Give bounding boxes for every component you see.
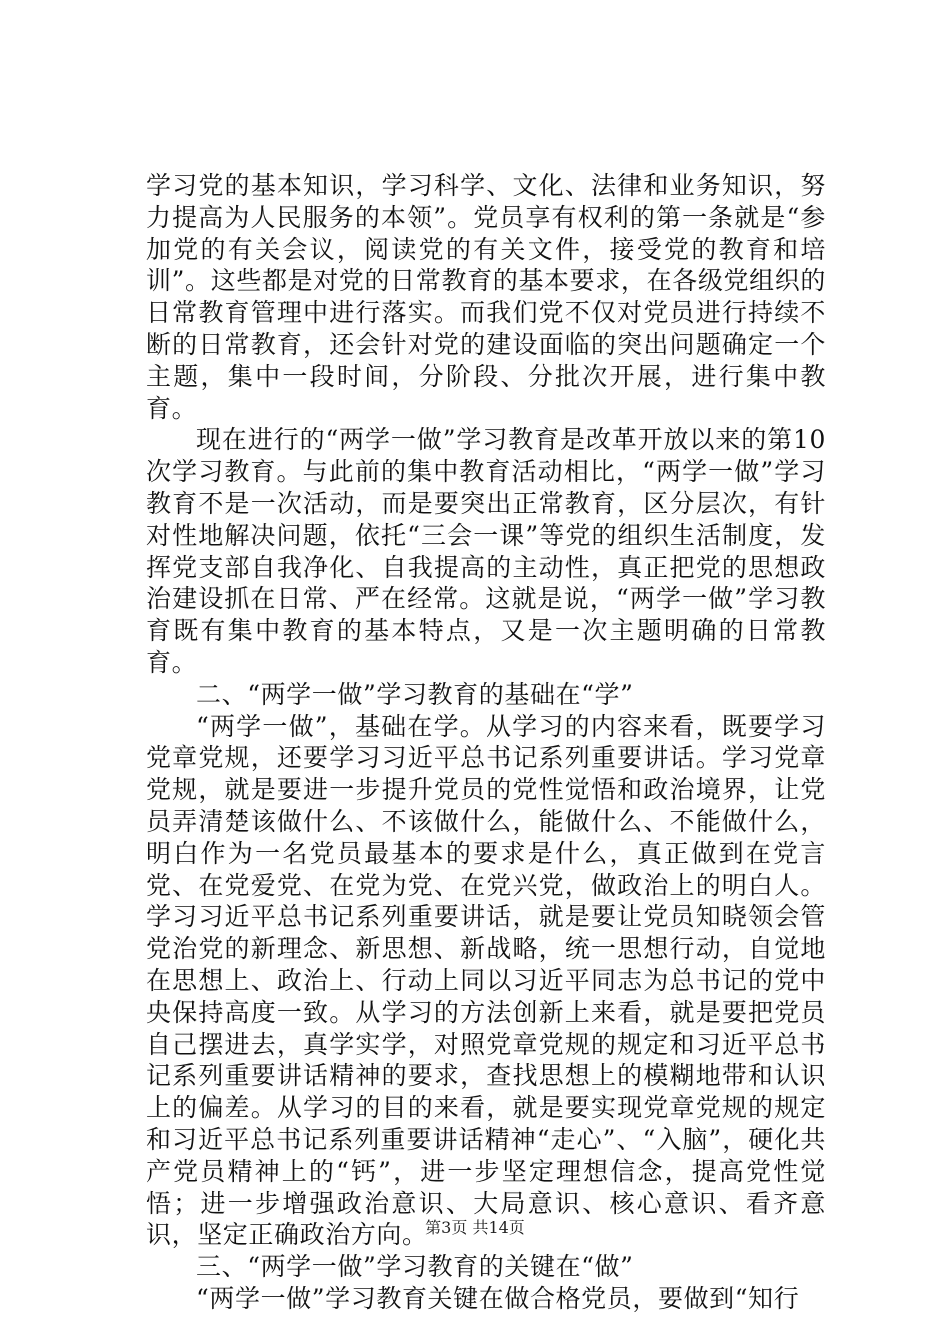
- paragraph-reform-education: 现在进行的“两学一做”学习教育是改革开放以来的第10次学习教育。与此前的集中教育活动相比，“两学一做”学习教育不是一次活动，而是要突出正常教育，区分层次，有针对性地解决问题，依托“三会一课”等党的组织生活制度，发挥党支部自我净化、自我提高的主动性，真正把党的思想政治建设抓在日常、严在经常。这就是说，“两学一做”学习教育既有集中教育的基本特点，又是一次主题明确的日常教育。: [146, 425, 826, 677]
- paragraph-action-key: “两学一做”学习教育关键在做合格党员，要做到“知行: [196, 1283, 800, 1313]
- document-body: [146, 170, 826, 1315]
- section-heading-action: 三、“两学一做”学习教育的关键在“做”: [196, 1252, 634, 1282]
- page-footer: [0, 1215, 950, 1238]
- section-heading-study: 二、“两学一做”学习教育的基础在“学”: [196, 679, 634, 709]
- page-number-label: 第3页 共14页: [425, 1218, 525, 1237]
- paragraph-study-basis: “两学一做”，基础在学。从学习的内容来看，既要学习党章党规，还要学习习近平总书记系列重要讲话。学习党章党规，就是要进一步提升党员的党性觉悟和政治境界，让党员弄清楚该做什么、不该做什么，能做什么、不能做什么，明白作为一名党员最基本的要求是什么，真正做到在党言党、在党爱党、在党为党、在党兴党，做政治上的明白人。学习习近平总书记系列重要讲话，就是要让党员知晓领会管党治党的新理念、新思想、新战略，统一思想行动，自觉地在思想上、政治上、行动上同以习近平同志为总书记的党中央保持高度一致。从学习的方法创新上来看，就是要把党员自己摆进去，真学实学，对照党章党规的规定和习近平总书记系列重要讲话精神的要求，查找思想上的模糊地带和认识上的偏差。从学习的目的来看，就是要实现党章党规的规定和习近平总书记系列重要讲话精神“走心”、“入脑”，硬化共产党员精神上的“钙”，进一步坚定理想信念，提高党性觉悟；进一步增强政治意识、大局意识、核心意识、看齐意识，坚定正确政治方向。: [146, 711, 826, 1250]
- paragraph-continuation: 学习党的基本知识，学习科学、文化、法律和业务知识，努力提高为人民服务的本领”。党员享有权利的第一条就是“参加党的有关会议，阅读党的有关文件，接受党的教育和培训”。这些都是对党的日常教育的基本要求，在各级党组织的日常教育管理中进行落实。而我们党不仅对党员进行持续不断的日常教育，还会针对党的建设面临的突出问题确定一个主题，集中一段时间，分阶段、分批次开展，进行集中教育。: [146, 171, 826, 423]
